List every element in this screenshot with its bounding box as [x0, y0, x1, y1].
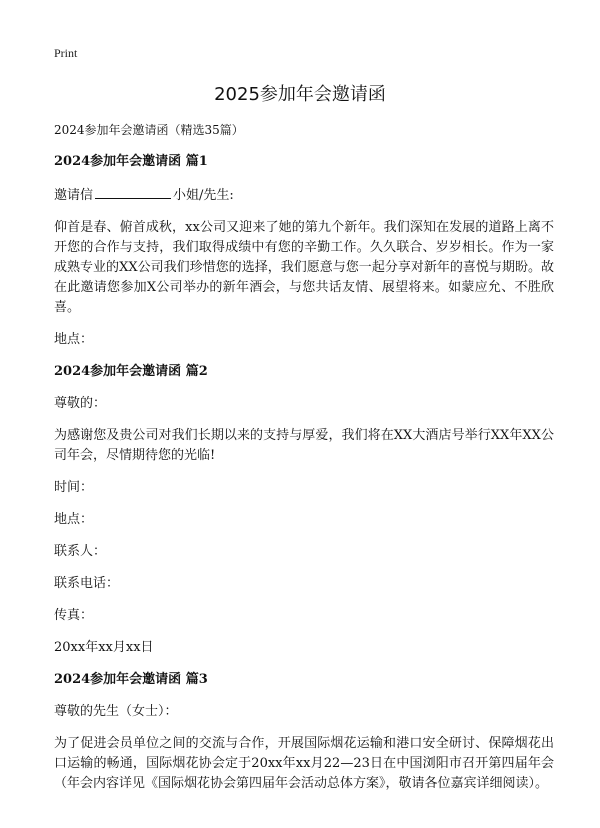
- time-line: 时间：: [54, 480, 94, 495]
- contact-line: 联系人：: [54, 544, 107, 559]
- phone-line: 联系电话：: [54, 576, 120, 591]
- location-line-1: 地点：: [54, 332, 94, 347]
- salutation-line-3: 尊敬的先生（女士）：: [54, 704, 178, 719]
- fax-line: 传真：: [54, 608, 94, 623]
- salutation-line-1: [54, 184, 554, 206]
- document-title: 2025参加年会邀请函: [214, 84, 386, 105]
- print-link[interactable]: Print: [54, 46, 78, 60]
- document-subtitle: 2024参加年会邀请函（精选35篇）: [54, 123, 244, 137]
- section-body-2: 为感谢您及贵公司对我们长期以来的支持与厚爱，我们将在XX大酒店号举行XX年XX公司年会，尽情期待您的光临!: [54, 428, 554, 463]
- section-body-3: 为了促进会员单位之间的交流与合作，开展国际烟花运输和港口安全研讨、保障烟花出口运输的畅通，国际烟花协会定于20xx年xx月22—23日在中国浏阳市召开第四届年会（年会内容详见《国际烟花协会第四届年会活动总体方案》，敬请各位嘉宾详细阅读）。: [54, 736, 554, 791]
- salutation-line-2: 尊敬的：: [54, 396, 107, 411]
- section-heading-2: 2024参加年会邀请函 篇2: [54, 364, 208, 379]
- section-heading-3: 2024参加年会邀请函 篇3: [54, 672, 208, 687]
- document-content: [54, 120, 554, 806]
- salutation-suffix: 小姐/先生:: [173, 188, 234, 203]
- section-heading-1: 2024参加年会邀请函 篇1: [54, 154, 208, 169]
- location-line-2: 地点：: [54, 512, 94, 527]
- section-body-1: 仰首是春、俯首成秋，xx公司又迎来了她的第九个新年。我们深知在发展的道路上离不开您的合作与支持，我们取得成绩中有您的辛勤工作。久久联合、岁岁相长。作为一家成熟专业的XX公司我们珍惜您的选择，我们愿意与您一起分享对新年的喜悦与期盼。故在此邀请您参加X公司举办的新年酒会，与您共话友情、展望将来。如蒙应允、不胜欣喜。: [54, 220, 554, 315]
- name-blank: [95, 184, 171, 199]
- salutation-prefix: 邀请信: [54, 188, 94, 203]
- date-line: 20xx年xx月xx日: [54, 640, 154, 655]
